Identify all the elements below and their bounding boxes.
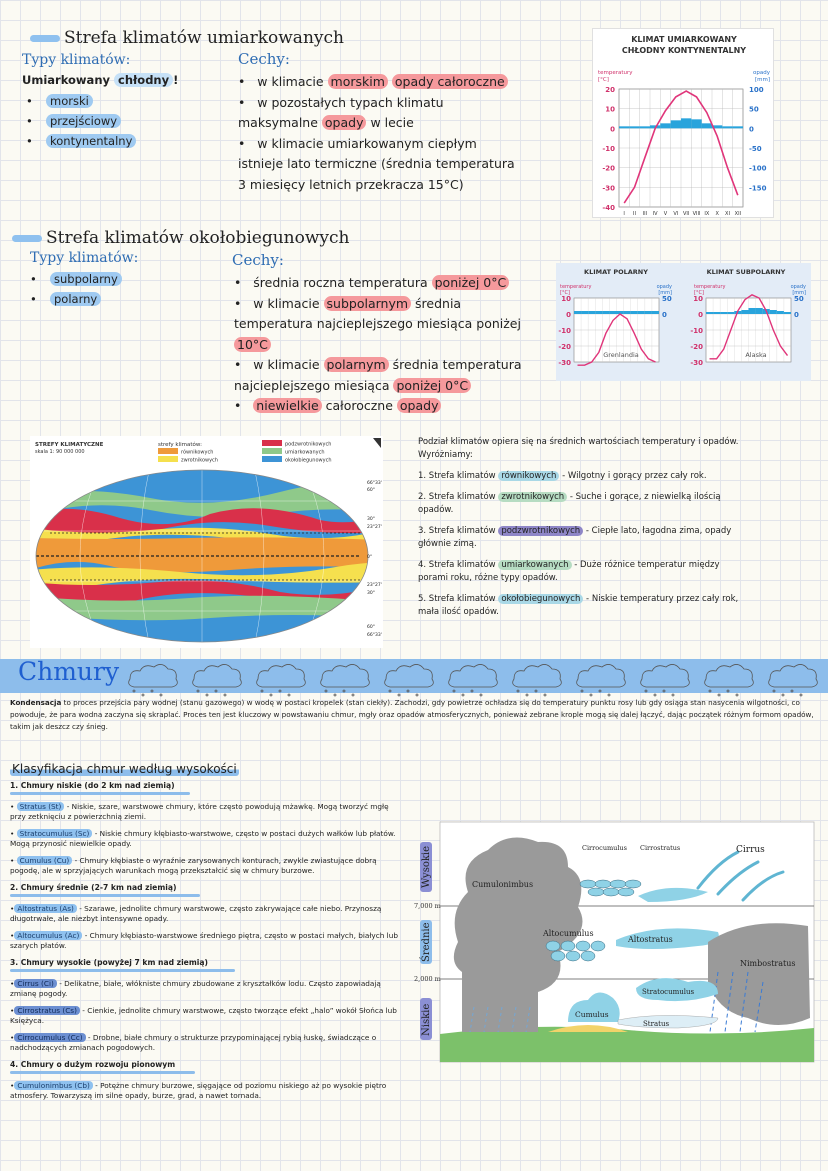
precip-bar [681,118,691,128]
cloud-doodle-icon [641,664,690,687]
cloud-doodle-icon [257,664,306,687]
raindrop-icon [270,694,272,696]
cecha-item: • w klimacie subpolarnym średnia temperatura najcieplejszego miesiąca poniżej 10°C [234,295,521,352]
raindrop-icon [718,694,720,696]
cloud-doodle-icon [577,664,626,687]
precip-bar [756,308,763,314]
label-cumulus: Cumulus [575,1010,609,1019]
group-header: 4. Chmury o dużym rozwoju pionowym [10,1060,176,1069]
tick-right: 50 [749,105,759,114]
raindrop-icon [782,694,784,696]
precip-bar [619,126,629,128]
title-accent-bar [30,35,60,42]
group-header: 1. Chmury niskie (do 2 km nad ziemią) [10,781,175,790]
raindrop-icon [197,690,199,692]
tick-right: 0 [749,125,754,134]
raindrop-icon [517,690,519,692]
precip-bar [702,123,712,128]
list-item: • subpolarny [26,269,122,289]
legend-title: strefy klimatów: [158,442,202,448]
precip-bar [733,126,743,128]
precip-bar [722,126,732,128]
label-cirrostratus: Cirrostratus [640,844,681,852]
legend-swatch [262,440,282,446]
cloud-doodle-icon [705,664,754,687]
klasyfikacja-list [10,781,400,1108]
chart-title: KLIMAT UMIARKOWANY [631,35,737,44]
cloud-item: • Altocumulus (Ac) - Chmury kłębiasto-warstwowe średniego piętra, często w postaci małych, białych lub szarych płatów. [10,931,398,950]
raindrop-icon [462,694,464,696]
section-title-umiarkowana: Strefa klimatów umiarkowanych [30,28,344,48]
tick-left: 10 [693,295,703,303]
raindrop-icon [544,694,546,696]
raindrop-icon [407,690,409,692]
tick-month: V [663,211,668,217]
kondensacja-paragraph: Kondensacja to proces przejścia pary wodnej (stanu gazowego) w wodę w postaci kropelek (stan ciekły). Zachodzi, gdy powietrze ochładza się do temperatury punktu rosy lub gdy osiąga stan nasycenia wilgotności, co powoduje, że para wodna zaczyna się skraplać. Proces ten jest kluczowy w powstawaniu chmur, mgły oraz opadów atmosferycznych, ponieważ zebrane krople mogą się dalej łączyć, dając początek różnym formom opadów, takim jak deszcz czy śnieg. [10,698,814,731]
cirrocumulus-cloud [580,880,641,896]
cloud-doodle-icon [449,664,498,687]
label-altostratus: Altostratus [628,935,673,944]
raindrop-icon [535,690,537,692]
cechy-umiarkowane [238,72,523,195]
altitude-2000: 2,000 m [414,975,441,983]
tick-month: VII [682,211,690,217]
typy-list-umiarkowane [22,91,136,151]
latitude-label: 66°33' [367,481,382,486]
precip-bar [595,311,602,314]
latitude-label: 0° [367,555,373,560]
tick-right: 50 [662,295,672,303]
chmury-title: Chmury [18,657,120,686]
cloud-doodle-icon [385,664,434,687]
label-cirrus: Cirrus [736,845,765,855]
raindrop-icon [215,690,217,692]
cloud-levels-svg [414,822,818,1067]
raindrop-icon [343,690,345,692]
typy-label: Typy klimatów: [22,52,131,68]
map-globe [30,466,386,648]
right-axis-unit-2: [mm] [792,290,806,296]
cloud-item: • Cumulonimbus (Cb) - Potężne chmury burzowe, sięgające od poziomu niskiego aż po wysokie piętro atmosfery. Towarzyszą im silne opady, burze, grad, a nawet tornada. [10,1081,387,1100]
precip-bar [706,312,713,314]
chmury-banner [0,659,828,693]
cecha-item: • w klimacie morskim opady całoroczne [238,72,523,93]
cloud-item: • Stratus (St) - Niskie, szare, warstwowe chmury, które często powodują mżawkę. Mogą tworzyć mgłę przy zetknięciu z powierzchnią ziemi. [10,802,389,821]
tick-left: 10 [561,295,571,303]
altitude-7000: 7,000 m [414,902,441,910]
level-wysokie: Wysokie [421,845,432,888]
tick-month: XI [725,211,730,217]
tick-left: -10 [690,327,703,335]
raindrop-icon [352,694,354,696]
left-axis-label-2: temperatury [694,284,726,290]
cechy-okolobiegunowe [234,273,526,417]
raindrop-icon [590,694,592,696]
cloud-item: • Stratocumulus (Sc) - Niskie chmury kłębiasto-warstwowe, często w postaci dużych wałków lub płatów. Mogą przynosić niewielkie opady. [10,829,396,848]
tick-left: -40 [602,204,615,212]
precip-bar [784,312,791,314]
legend-swatch [158,456,178,462]
cecha-item: • w klimacie polarnym średnia temperatura najcieplejszego miesiąca poniżej 0°C [234,357,522,393]
precip-bar [727,312,734,314]
label-cirrocumulus: Cirrocumulus [582,844,627,852]
tick-month: X [715,211,719,217]
raindrop-icon [599,690,601,692]
legend-label: równikowych [181,449,214,456]
chart-title-2: CHŁODNY KONTYNENTALNY [621,46,747,55]
climate-chart-umiarkowany [592,28,774,218]
raindrop-icon [672,694,674,696]
precip-bar [671,120,681,128]
zone-item: 4. Strefa klimatów umiarkowanych - Duże różnice temperatur między porami roku, różne typy opadów. [418,560,720,583]
section-title-okolobiegunowa: Strefa klimatów okołobiegunowych [12,228,350,248]
precip-bar [629,126,639,128]
tick-left: -10 [558,327,571,335]
raindrop-icon [773,690,775,692]
raindrop-icon [133,690,135,692]
zone-item: 1. Strefa klimatów równikowych - Wilgotny i gorący przez cały rok. [418,471,707,481]
label-stratocumulus: Stratocumulus [642,988,695,996]
label-cumulonimbus: Cumulonimbus [472,880,534,889]
cloud-doodle-icon [321,664,370,687]
left-axis-label: temperatury [560,284,592,290]
precip-bar [624,311,631,314]
left-axis-unit: [°C] [598,77,609,83]
tick-month: XII [734,211,742,217]
tick-left: -30 [602,184,615,193]
right-axis-label-2: opady [790,284,806,290]
cecha-item: • niewielkie całoroczne opady [234,396,526,417]
raindrop-icon [142,694,144,696]
precip-bar [631,311,638,314]
cloud-doodle-icon [513,664,562,687]
cloud-item: • Altostratus (As) - Szarawe, jednolite chmury warstwowe, często zakrywające całe niebo. Przynoszą długotrwałe, ale niezbyt intensywne opady. [10,904,382,923]
legend-label: umiarkowanych [285,449,325,456]
cechy-label-2: Cechy: [232,251,284,269]
level-niskie: Niskie [421,1003,432,1036]
tick-left: 20 [605,86,615,94]
list-item: • przejściowy [22,111,136,131]
climate-zones-map-svg [30,436,383,648]
latitude-label: 23°27' [367,583,382,588]
precip-bar [640,126,650,128]
raindrop-icon [663,690,665,692]
tick-left: -20 [602,164,615,173]
tick-right: 0 [662,311,667,319]
legend-label: zwrotnikowych [181,457,218,464]
raindrop-icon [791,690,793,692]
precip-bar [660,123,670,128]
zone-item: 2. Strefa klimatów zwrotnikowych - Suche i gorące, z niewielką ilością opadów. [418,492,721,515]
corner-mark [373,438,381,448]
typy-label-2: Typy klimatów: [30,250,139,266]
legend-label: podzwrotnikowych [285,441,332,448]
raindrop-icon [800,694,802,696]
cechy-label: Cechy: [238,50,290,68]
precip-bar [720,312,727,314]
raindrop-icon [526,694,528,696]
raindrop-icon [288,694,290,696]
tick-left: 10 [605,105,615,114]
precip-bar [574,311,581,314]
cloud-item: • Cumulus (Cu) - Chmury kłębiaste o wyraźnie zarysowanych konturach, zwykle zwiastujące dobrą pogodę, ale w sprzyjających warunkach mogą przekształcić się w chmury burzowe. [10,856,377,875]
tick-month: IX [704,211,710,217]
cecha-item: • średnia roczna temperatura poniżej 0°C [234,273,526,294]
precip-bar [638,311,645,314]
raindrop-icon [325,690,327,692]
raindrop-icon [736,694,738,696]
tick-right: 0 [794,311,799,319]
raindrop-icon [453,690,455,692]
tick-month: II [633,211,636,217]
latitude-label: 60° [367,488,375,493]
precip-bar [749,308,756,314]
tick-right: 100 [749,86,764,94]
klasyfikacja-title: Klasyfikacja chmur według wysokości [12,762,237,776]
climate-chart-umiarkowany-svg [593,29,775,219]
label-nimbostratus: Nimbostratus [740,959,796,968]
subtitle-umiarkowany: Umiarkowany chłodny ! [22,73,179,87]
raindrop-icon [334,694,336,696]
tick-month: I [623,211,625,217]
tick-right: -150 [749,184,767,193]
right-axis-unit: [mm] [658,290,672,296]
right-axis-unit: [mm] [754,77,770,83]
tick-left: 0 [610,125,615,134]
raindrop-icon [160,694,162,696]
zone-item: 3. Strefa klimatów podzwrotnikowych - Ciepłe lato, łagodna zima, opady głównie zimą. [418,526,732,549]
cloud-item: • Cirrocumulus (Cc) - Drobne, białe chmury o strukturze przypominającej rybią łuskę, świadczące o nadchodzących zmianach pogodowych. [10,1033,377,1052]
left-axis-unit: [°C] [560,290,570,296]
map-scale: skala 1: 90 000 000 [35,449,85,455]
group-header: 2. Chmury średnie (2-7 km nad ziemią) [10,883,177,892]
tick-left: -30 [690,359,703,367]
place-alaska: Alaska [745,351,767,359]
precip-bar [609,311,616,314]
raindrop-icon [480,694,482,696]
tick-left: -10 [602,145,615,153]
raindrop-icon [654,694,656,696]
precip-bar [777,311,784,314]
zone-item: 5. Strefa klimatów okołobiegunowych - Niskie temperatury przez cały rok, mała ilość opadów. [418,594,739,617]
list-item: • kontynentalny [22,131,136,151]
raindrop-icon [151,690,153,692]
raindrop-icon [398,694,400,696]
title-accent-bar [12,235,42,242]
precip-bar [652,311,659,314]
right-axis-label: opady [656,284,672,290]
tick-left: -20 [690,343,703,351]
right-axis-label: opady [753,70,770,76]
list-item: • polarny [26,289,122,309]
cloud-doodle-icon [769,664,818,687]
raindrop-icon [224,694,226,696]
precip-bar [588,311,595,314]
legend-swatch [262,448,282,454]
legend-swatch [262,456,282,462]
tick-left: -30 [558,359,571,367]
precip-bar [581,311,588,314]
cloud-item: • Cirrostratus (Cs) - Cienkie, jednolite chmury warstwowe, często tworzące efekt „halo” wokół Słońca lub Księżyca. [10,1006,397,1025]
tick-left: 0 [698,311,703,319]
podzial-klimatow [418,436,748,627]
legend-label: okołobiegunowych [285,457,332,464]
cloud-doodle-icon [193,664,242,687]
tick-right: -50 [749,145,762,153]
latitude-label: 66°33' [367,633,382,638]
level-srednie: Średnie [421,922,432,962]
raindrop-icon [727,690,729,692]
raindrop-icon [608,694,610,696]
left-axis-label: temperatury [598,70,633,76]
chart-title-subpolar: KLIMAT SUBPOLARNY [706,268,786,276]
left-axis-unit-2: [°C] [694,290,704,296]
cloud-levels-diagram [414,822,818,1067]
raindrop-icon [416,694,418,696]
tick-month: IV [652,211,658,217]
climate-chart-polar [556,263,811,381]
cloud-item: • Cirrus (Ci) - Delikatne, białe, włókniste chmury zbudowane z kryształków lodu. Często zapowiadają zmianę pogody. [10,979,381,998]
typy-list-okolobiegunowe [26,269,122,309]
cloud-doodle-icon [129,664,178,687]
raindrop-icon [261,690,263,692]
tick-month: III [642,211,648,217]
precip-bar [645,311,652,314]
latitude-label: 23°27' [367,525,382,530]
tick-right: 50 [794,295,804,303]
tick-month: VI [673,211,679,217]
place-grenlandia: Grenlandia [603,351,639,359]
precip-bar [741,310,748,314]
latitude-label: 30° [367,591,375,596]
list-item: • morski [22,91,136,111]
latitude-label: 60° [367,625,375,630]
climate-zones-map [30,436,383,648]
raindrop-icon [206,694,208,696]
latitude-label: 30° [367,517,375,522]
tick-right: -100 [749,164,767,173]
tick-left: -20 [558,343,571,351]
label-stratus: Stratus [643,1020,670,1028]
precip-bar [770,310,777,314]
cecha-item: • w klimacie umiarkowanym ciepłym istnieje lato termiczne (średnia temperatura 3 miesięcy letnich przekracza 15°C) [238,135,515,192]
precip-bar [691,119,701,128]
chart-title-polar: KLIMAT POLARNY [584,268,648,276]
raindrop-icon [471,690,473,692]
climate-chart-polar-svg [556,263,811,381]
raindrop-icon [279,690,281,692]
raindrop-icon [581,690,583,692]
group-header: 3. Chmury wysokie (powyżej 7 km nad ziemią) [10,958,208,967]
raindrop-icon [389,690,391,692]
latitude-labels [367,480,382,638]
raindrop-icon [709,690,711,692]
label-altocumulus: Altocumulus [543,929,594,938]
cecha-item: • w pozostałych typach klimatu maksymalne opady w lecie [238,94,444,130]
map-title: STREFY KLIMATYCZNE [35,442,104,448]
podzial-intro: Podział klimatów opiera się na średnich wartościach temperatury i opadów. Wyróżniamy: [418,437,739,460]
tick-month: VIII [692,211,701,217]
precip-bar [713,312,720,314]
precip-bar [602,311,609,314]
legend-swatch [158,448,178,454]
raindrop-icon [645,690,647,692]
tick-left: 0 [566,311,571,319]
chart-grid [619,89,743,207]
